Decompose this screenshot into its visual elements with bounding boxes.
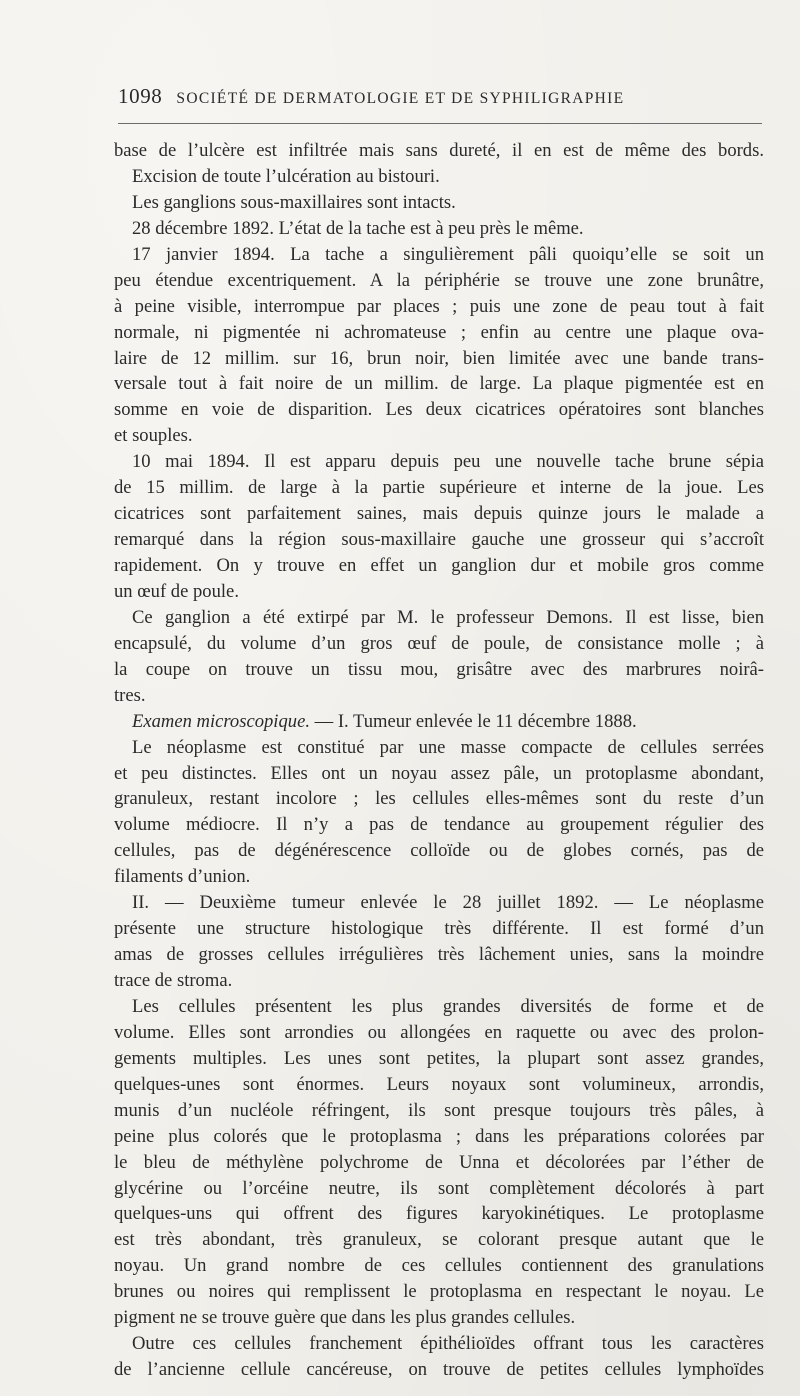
- text-line: Le néoplasme est constitué par une masse compacte de cellules serrées: [132, 736, 764, 758]
- text-line: II. — Deuxième tumeur enlevée le 28 juillet 1892. — Le néoplasme: [132, 892, 764, 914]
- text-line: volume médiocre. Il n’y a pas de tendance au groupement régulier des: [114, 814, 764, 836]
- text-line: rapidement. On y trouve en effet un ganglion dur et mobile gros comme: [114, 555, 764, 576]
- text-line: noyau. Un grand nombre de ces cellules contiennent des granulations: [114, 1255, 764, 1277]
- text-line: filaments d’union.: [114, 866, 251, 888]
- header-rule: [118, 123, 762, 124]
- text-line: volume. Elles sont arrondies ou allongées en raquette ou avec des prolon-: [114, 1021, 764, 1043]
- text-line: la coupe on trouve un tissu mou, grisâtre avec des marbrures noirâ-: [114, 658, 764, 680]
- text-line: cellules, pas de dégénérescence colloïde ou de globes cornés, pas de: [114, 840, 764, 862]
- text-line: amas de grosses cellules irrégulières très lâchement unies, sans la moindre: [114, 944, 764, 966]
- text-line: quelques-uns qui offrent des figures karyokinétiques. Le protoplasme: [114, 1203, 764, 1225]
- text-line: normale, ni pigmentée ni achromateuse ; enfin au centre une plaque ova-: [114, 321, 764, 343]
- text-line: et peu distinctes. Elles ont un noyau assez pâle, un protoplasme abondant,: [114, 762, 764, 784]
- section-heading-text: — I. Tumeur enlevée le 11 décembre 1888.: [309, 710, 637, 732]
- page-number: 1098: [118, 84, 163, 108]
- text-line: un œuf de poule.: [114, 580, 239, 602]
- text-line: pigment ne se trouve guère que dans les plus grandes cellules.: [114, 1307, 576, 1329]
- text-line: et souples.: [114, 425, 193, 447]
- text-line: de 15 millim. de large à la partie supérieure et interne de la joue. Les: [114, 477, 764, 499]
- text-line: de l’ancienne cellule cancéreuse, on trouve de petites cellules lymphoïdes: [114, 1359, 764, 1381]
- text-line: est très abondant, très granuleux, se colorant presque autant que le: [114, 1229, 764, 1251]
- page-header: [118, 84, 758, 114]
- text-line: Les ganglions sous-maxillaires sont intacts.: [132, 191, 456, 213]
- text-line: [114, 709, 764, 735]
- text-line: 10 mai 1894. Il est apparu depuis peu une nouvelle tache brune sépia: [132, 451, 764, 473]
- text-line: quelques-unes sont énormes. Leurs noyaux sont volumineux, arrondis,: [114, 1073, 764, 1095]
- text-line: Les cellules présentent les plus grandes diversités de forme et de: [132, 995, 764, 1017]
- body-text: [114, 138, 764, 1383]
- text-line: laire de 12 millim. sur 16, brun noir, bien limitée avec une bande trans-: [114, 347, 764, 369]
- text-line: peu étendue excentriquement. A la périphérie se trouve une zone brunâtre,: [114, 269, 764, 291]
- text-line: remarqué dans la région sous-maxillaire gauche une grosseur qui s’accroît: [114, 529, 764, 551]
- text-line: présente une structure histologique très différente. Il est formé d’un: [114, 918, 764, 940]
- running-title: SOCIÉTÉ DE DERMATOLOGIE ET DE SYPHILIGRAPHIE: [176, 90, 625, 107]
- text-line: Ce ganglion a été extirpé par M. le professeur Demons. Il est lisse, bien: [132, 606, 764, 628]
- text-line: base de l’ulcère est infiltrée mais sans dureté, il en est de même des bords.: [114, 140, 764, 161]
- text-line: somme en voie de disparition. Les deux cicatrices opératoires sont blanches: [114, 399, 764, 421]
- text-line: versale tout à fait noire de un millim. de large. La plaque pigmentée est en: [114, 373, 764, 395]
- text-line: munis d’un nucléole réfringent, ils sont presque toujours très pâles, à: [114, 1099, 764, 1121]
- text-line: trace de stroma.: [114, 970, 233, 991]
- text-line: le bleu de méthylène polychrome de Unna et décolorées par l’éther de: [114, 1151, 764, 1173]
- text-line: peine plus colorés que le protoplasma ; dans les préparations colorées par: [114, 1125, 764, 1147]
- text-line: 28 décembre 1892. L’état de la tache est à peu près le même.: [132, 217, 584, 239]
- text-line: encapsulé, du volume d’un gros œuf de poule, de consistance molle ; à: [114, 632, 764, 654]
- text-line: brunes ou noires qui remplissent le protoplasma en respectant le noyau. Le: [114, 1281, 764, 1303]
- text-line: 17 janvier 1894. La tache a singulièrement pâli quoiqu’elle se soit un: [132, 243, 764, 265]
- section-heading-italic: Examen microscopique.: [132, 710, 310, 732]
- text-line: Excision de toute l’ulcération au bistouri.: [132, 165, 440, 187]
- text-line: gements multiples. Les unes sont petites, la plupart sont assez grandes,: [114, 1047, 764, 1069]
- text-line: à peine visible, interrompue par places ; puis une zone de peau tout à fait: [114, 295, 764, 317]
- text-line: tres.: [114, 684, 146, 706]
- text-line: Outre ces cellules franchement épithélioïdes offrant tous les caractères: [132, 1333, 764, 1355]
- text-line: granuleux, restant incolore ; les cellules elles-mêmes sont du reste d’un: [114, 788, 764, 810]
- text-line: glycérine ou l’orcéine neutre, ils sont complètement décolorés à part: [114, 1177, 764, 1199]
- text-line: cicatrices sont parfaitement saines, mais depuis quinze jours le malade a: [114, 503, 764, 525]
